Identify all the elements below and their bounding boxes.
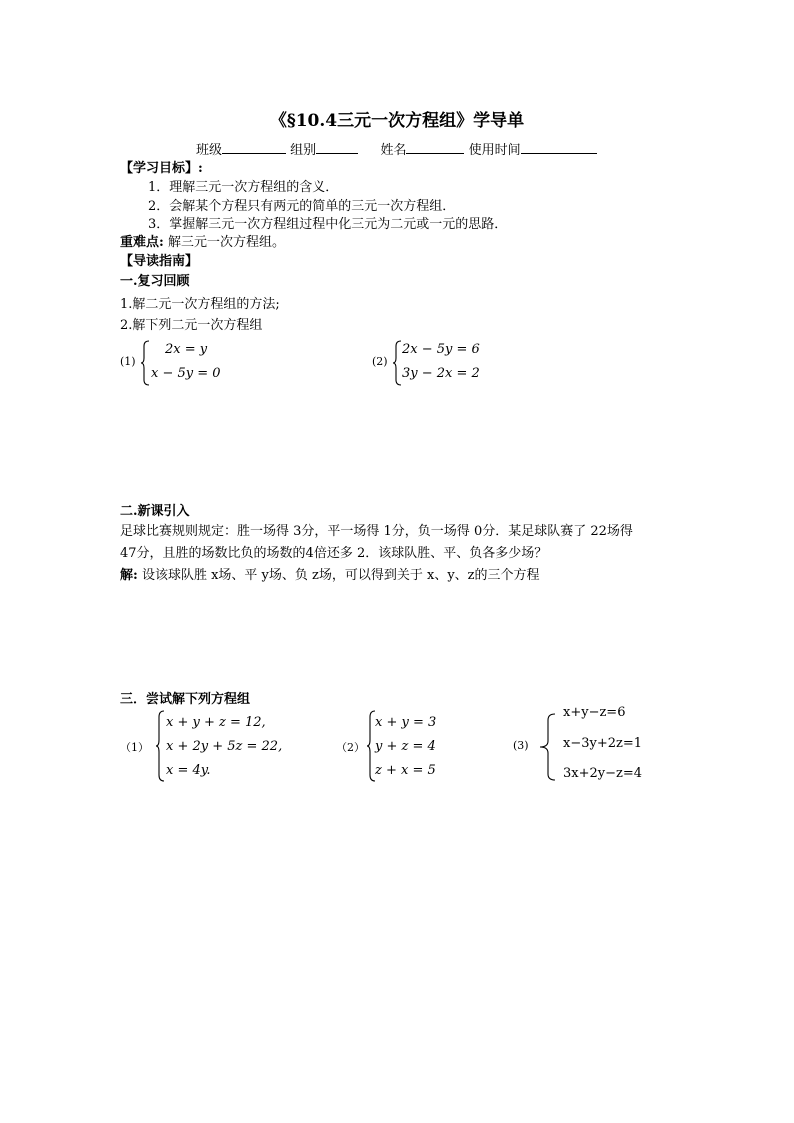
page-title: 《§10.4三元一次方程组》学导单: [269, 111, 525, 131]
practice-sys2-eq2: y + z = 4: [375, 739, 436, 754]
brace-icon: [392, 340, 402, 386]
practice-sys3-label: (3): [513, 739, 529, 752]
class-blank: [222, 141, 286, 154]
practice-sys3-eq1: x+y−z=6: [563, 705, 626, 720]
practice-sys2-eq3: z + x = 5: [375, 763, 436, 778]
solution-text: 设该球队胜 x场、平 y场、负 z场，可以得到关于 x、y、z的三个方程: [141, 568, 540, 583]
solution-label: 解:: [120, 568, 138, 583]
review-q1: 1.解二元一次方程组的方法;: [120, 297, 280, 312]
objective-item-3: 3．掌握解三元一次方程组过程中化三元为二元或一元的思路．: [148, 217, 508, 232]
review-sys2-eq1: 2x − 5y = 6: [402, 342, 480, 357]
practice-sys1-eq1: x + y + z = 12,: [166, 715, 266, 730]
review-heading: 一.复习回顾: [120, 274, 190, 289]
practice-sys1-label: （1）: [120, 741, 149, 754]
practice-sys3-eq2: x−3y+2z=1: [563, 736, 643, 751]
brace-icon: [538, 712, 556, 782]
group-blank: [316, 141, 358, 154]
brace-icon: [140, 340, 150, 386]
key-point: [120, 231, 285, 250]
objectives-heading: 【学习目标】:: [120, 161, 203, 176]
guide-heading: 【导读指南】: [120, 254, 199, 269]
group-label: 组别: [290, 143, 317, 158]
intro-line-2: 47分，且胜的场数比负的场数的4倍还多 2．该球队胜、平、负各多少场？: [120, 546, 548, 561]
practice-sys1-eq3: x = 4y.: [166, 763, 211, 778]
intro-heading: 二.新课引入: [120, 504, 190, 519]
practice-sys3-eq3: 3x+2y−z=4: [563, 766, 643, 781]
review-sys2-eq2: 3y − 2x = 2: [402, 366, 480, 381]
info-line: [196, 139, 597, 158]
time-blank: [521, 141, 597, 154]
brace-icon: [155, 710, 165, 782]
key-point-text: 解三元一次方程组。: [167, 235, 285, 250]
review-sys1-eq2: x − 5y = 0: [151, 366, 221, 381]
practice-sys2-eq1: x + y = 3: [375, 715, 437, 730]
practice-sys1-eq2: x + 2y + 5z = 22,: [166, 739, 283, 754]
time-label: 使用时间: [468, 143, 521, 158]
intro-line-1: 足球比赛规则规定：胜一场得 3分，平一场得 1分，负一场得 0分．某足球队赛了 22场得: [120, 524, 633, 539]
review-sys2-label: (2): [372, 355, 388, 368]
objective-item-2: 2．会解某个方程只有两元的简单的三元一次方程组．: [148, 199, 456, 214]
class-label: 班级: [196, 143, 223, 158]
intro-solution: [120, 564, 540, 583]
name-blank: [406, 141, 464, 154]
practice-sys2-label: （2）: [336, 741, 365, 754]
practice-heading: 三．尝试解下列方程组: [120, 692, 251, 707]
name-label: 姓名: [380, 143, 407, 158]
objective-item-1: 1．理解三元一次方程组的含义．: [148, 180, 339, 195]
review-sys1-eq1: 2x = y: [165, 342, 208, 357]
review-q2: 2.解下列二元一次方程组: [120, 318, 263, 333]
key-point-label: 重难点:: [120, 235, 164, 250]
review-sys1-label: (1): [120, 355, 136, 368]
